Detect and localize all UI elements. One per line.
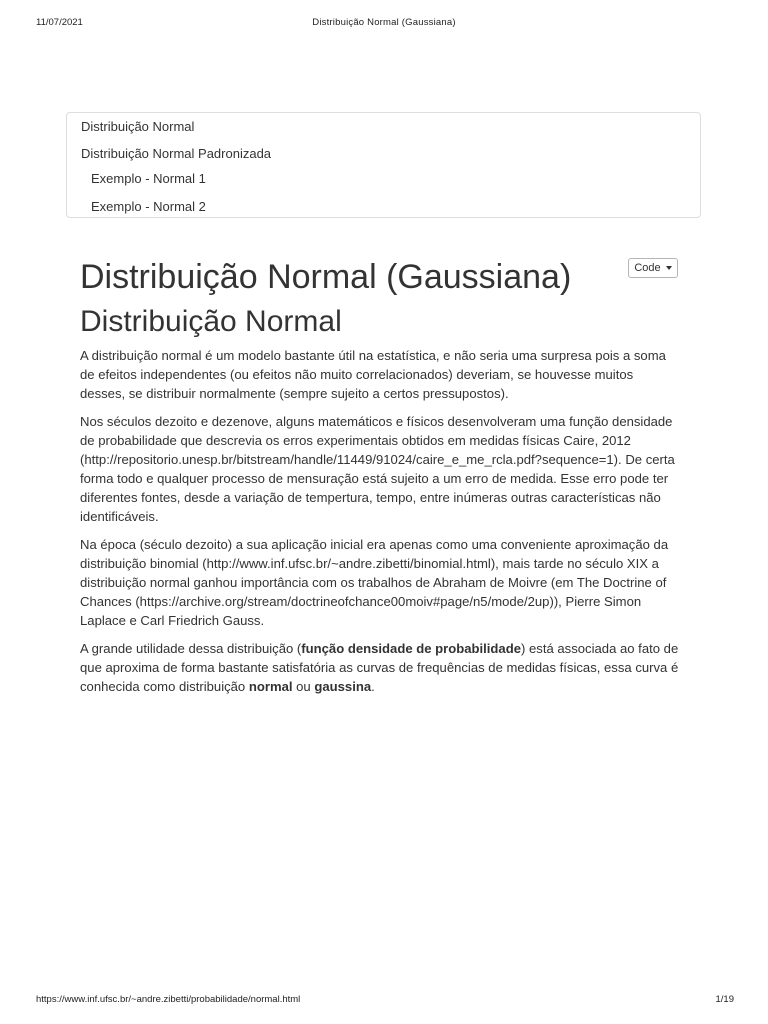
paragraph-utility-text-3: ou bbox=[292, 679, 315, 694]
bold-term-density-function: função densidade de probabilidade bbox=[301, 641, 521, 656]
paragraph-utility-text-4: . bbox=[371, 679, 375, 694]
table-of-contents bbox=[66, 112, 701, 218]
paragraph-utility bbox=[80, 639, 680, 696]
paragraph-binomial: Na época (século dezoito) a sua aplicação inicial era apenas como uma conveniente aproximação da distribuição binomial (http://www.inf.ufsc.br/~andre.zibetti/binomial.html), mais tarde no século XIX a distribuição normal ganhou importância com os trabalhos de Abraham de Moivre (em The Doctrine of Chances (https://archive.org/stream/doctrineofchance00moiv#page/n5/mode/2up)), Pierre Simon Laplace e Carl Friedrich Gauss. bbox=[80, 537, 669, 628]
print-document-title: Distribuição Normal (Gaussiana) bbox=[312, 17, 456, 28]
toc-item-distribuicao-normal[interactable]: Distribuição Normal bbox=[81, 119, 195, 134]
print-date: 11/07/2021 bbox=[36, 17, 83, 28]
page-title: Distribuição Normal (Gaussiana) bbox=[80, 258, 572, 296]
paragraph-utility-text-2: ) está associada ao fato de que aproxima de forma bastante satisfatória as curvas de frequências de medidas físicas, essa curva é conhecida como distribuição bbox=[80, 641, 679, 694]
toc-item-exemplo-normal-2[interactable]: Exemplo - Normal 2 bbox=[91, 199, 206, 214]
print-footer bbox=[0, 994, 768, 1008]
paragraph-utility-text-1: A grande utilidade dessa distribuição ( bbox=[80, 641, 302, 656]
print-url: https://www.inf.ufsc.br/~andre.zibetti/probabilidade/normal.html bbox=[36, 994, 301, 1005]
bold-term-normal: normal bbox=[248, 679, 293, 694]
section-content bbox=[80, 346, 680, 705]
bold-term-gaussina: gaussina bbox=[314, 679, 372, 694]
print-header bbox=[0, 17, 768, 31]
print-page-number: 1/19 bbox=[715, 994, 734, 1005]
caret-down-icon bbox=[666, 266, 672, 270]
code-button-label: Code bbox=[634, 262, 661, 274]
code-dropdown-button[interactable] bbox=[628, 258, 678, 278]
paragraph-intro: A distribuição normal é um modelo bastante útil na estatística, e não seria uma surpresa pois a soma de efeitos independentes (ou efeitos não muito correlacionados) deveriam, se houvesse muitos desses, se distribuir normalmente (sempre sujeito a certos pressupostos). bbox=[80, 348, 666, 401]
paragraph-history: Nos séculos dezoito e dezenove, alguns matemáticos e físicos desenvolveram uma função densidade de probabilidade que descrevia os erros experimentais obtidos em medidas físicas Caire, 2012 (http://repositorio.unesp.br/bitstream/handle/11449/91024/caire_e_me_rcla.pdf?sequence=1). De certa forma todo e qualquer processo de mensuração está sujeito a um erro de medida. Esse erro pode ter diferentes fontes, desde a variação de tempertura, tempo, entre inúmeras outras características não identificáveis. bbox=[80, 414, 675, 524]
toc-item-distribuicao-normal-padronizada[interactable]: Distribuição Normal Padronizada bbox=[81, 146, 272, 161]
toc-item-exemplo-normal-1[interactable]: Exemplo - Normal 1 bbox=[91, 171, 206, 186]
section-heading-distribuicao-normal: Distribuição Normal bbox=[80, 305, 342, 338]
